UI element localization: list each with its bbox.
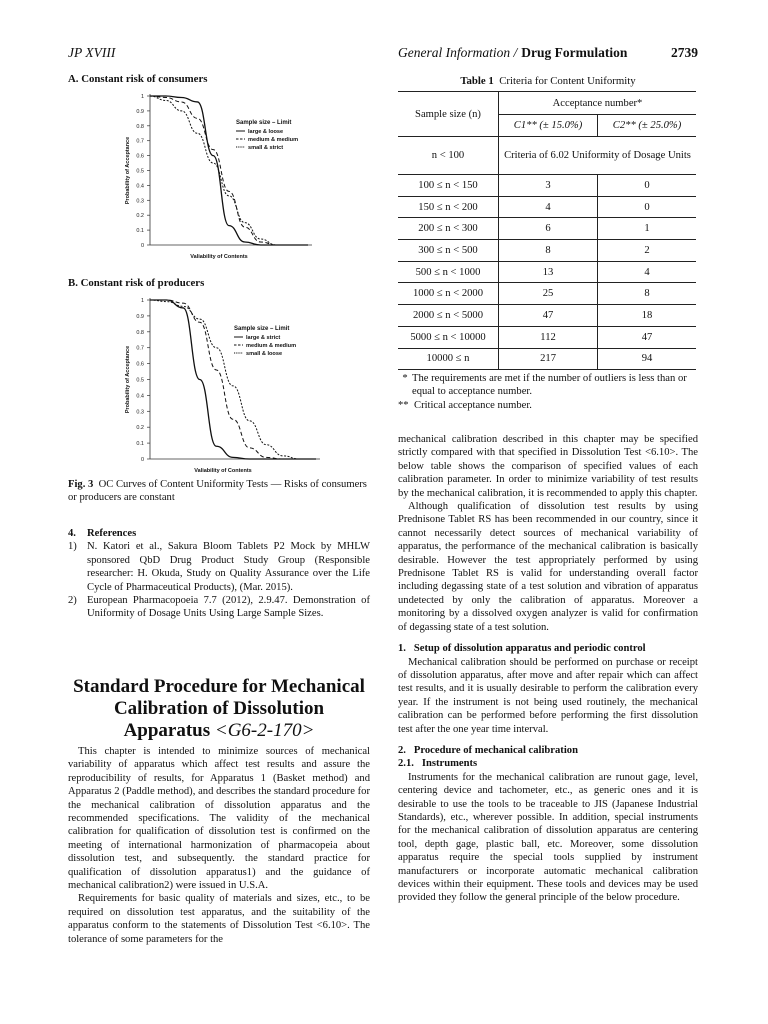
reference-num: 2) <box>68 595 77 607</box>
table-cell-size: 1000 ≤ n < 2000 <box>398 283 499 305</box>
section1-heading: 1. Setup of dissolution apparatus and periodic control <box>398 643 646 655</box>
table-cell-size: 2000 ≤ n < 5000 <box>398 305 499 327</box>
section21-text: Instruments for the mechanical calibration are runout gage, level, centering device and tachometer, etc., as generic ones and it is desirable to use the tools to be traceable to JIS (Japanese Industrial Standards), etc., wherever possible. In addition, special instruments for the mechanical calibration of dissolution apparatus are centering tool, depth gage, plastic ball, etc. Moreover, some dissolution apparatus require the special tools supplied by instrument manufacturers or incorporate automatic mechanical calibration devices within their equipment. These tools and devices may be used provided they follow the general principle of the below procedure. <box>398 771 698 904</box>
table-row <box>398 326 696 348</box>
y-tick-label: 0.8 <box>136 329 144 336</box>
table-row-criteria: Criteria of 6.02 Uniformity of Dosage Units <box>499 137 697 175</box>
y-tick-label: 0.6 <box>136 153 144 160</box>
y-tick-label: 0.2 <box>136 213 144 220</box>
intro-paragraph: This chapter is intended to minimize sources of mechanical variability of apparatus which affect test results and assure the reproducibility of results, for Apparatus 1 (Basket method) and Apparatus 2 (Paddle method), and describes the standard procedure for the mechanical calibration of dissolution apparatus and the recommended specifications. The validity of the mechanical calibration for qualification of dissolution test is confirmed on the meeting of international harmonization of pharmacopeia about dissolution test, and subsequently. the standard practice for qualification of dissolution apparatus1) and the guidance of mechanical calibration2) were issued in U.S.A. <box>68 746 370 892</box>
table-row <box>398 305 696 327</box>
table-header-sample <box>398 92 499 137</box>
table-caption <box>398 75 698 87</box>
table-cell-c1: 6 <box>499 218 598 240</box>
right-column-text <box>398 433 698 905</box>
table-row <box>398 218 696 240</box>
references-heading <box>68 527 370 540</box>
legend-title: Sample size – Limit <box>234 326 290 332</box>
table-cell-c2: 2 <box>598 240 696 262</box>
table-header-c1: C1** (± 15.0%) <box>499 115 598 137</box>
table-cell-c1: 3 <box>499 175 598 197</box>
table-cell-c2: 1 <box>598 218 696 240</box>
table-cell-c2: 4 <box>598 261 696 283</box>
y-tick-label: 1 <box>140 94 144 100</box>
legend-label: medium & medium <box>246 343 297 349</box>
section2-heading: 2. Procedure of mechanical calibration <box>398 744 578 756</box>
table-header-c2: C2** (± 25.0%) <box>598 115 696 137</box>
table-notes <box>398 372 698 412</box>
x-axis-label: Valiability of Contents <box>190 254 248 260</box>
legend-label: small & loose <box>246 351 283 357</box>
chart-a <box>118 88 318 266</box>
y-tick-label: 0.8 <box>136 123 144 130</box>
y-tick-label: 0.9 <box>136 108 144 115</box>
page-number: 2739 <box>671 45 698 60</box>
table-caption-text: Criteria for Content Uniformity <box>499 75 636 87</box>
legend-title: Sample size – Limit <box>236 120 292 126</box>
table-row <box>398 196 696 218</box>
table-cell-size: 300 ≤ n < 500 <box>398 240 499 262</box>
y-tick-label: 0.3 <box>136 409 144 416</box>
table-note1-mark: * <box>402 373 408 384</box>
section21-heading: 2.1. Instruments <box>398 758 478 770</box>
y-tick-label: 0.6 <box>136 361 144 368</box>
legend-label: medium & medium <box>248 137 299 143</box>
table-cell-c1: 47 <box>499 305 598 327</box>
y-tick-label: 0.4 <box>136 183 144 190</box>
y-tick-label: 0.5 <box>136 377 144 384</box>
table-cell-size: 500 ≤ n < 1000 <box>398 261 499 283</box>
reference-item <box>68 594 370 621</box>
article-title-code: <G6-2-170> <box>214 720 315 741</box>
table-cell-c1: 112 <box>499 326 598 348</box>
table-row <box>398 175 696 197</box>
right-paragraph: Although qualification of dissolution test results by using Prednisone Tablet RS has been recommended in our country, since it cannot necessarily detect sources of mechanical variability of apparatus, the performance of the mechanical calibration is basically desirable. However the test appropriately performed by using Prednisone Tablet RS is valid for understanding overall factor including degassing state of a test solution and vibration of apparatus undetected by only the calibration of apparatus. Moreover a monitoring by a dissolved oxygen analyzer is valid for confirmation of degassing state of a test solution. <box>398 501 698 633</box>
x-axis-label: Valiability of Contents <box>194 468 252 474</box>
article-title-line3: Apparatus <box>123 720 211 741</box>
section1-text: Mechanical calibration should be performed on purchase or receipt of dissolution apparatus, after move and after repair which can affect test results, and it is usually desirable to perform the calibration every year. If the instrument is not being used routinely, the mechanical calibration can be performed before performing the first dissolution test after the one year time interval. <box>398 656 698 735</box>
table-cell-c1: 217 <box>499 348 598 370</box>
y-tick-label: 1 <box>140 298 144 304</box>
table-row <box>398 261 696 283</box>
series-line-1 <box>150 96 308 245</box>
y-tick-label: 0.7 <box>136 345 144 352</box>
intro-text <box>68 745 370 946</box>
y-tick-label: 0.9 <box>136 313 144 320</box>
table-row <box>398 348 696 370</box>
article-title <box>68 676 370 742</box>
table-cell-c1: 8 <box>499 240 598 262</box>
table-cell-size: 150 ≤ n < 200 <box>398 196 499 218</box>
table-row-label: n < 100 <box>398 137 499 175</box>
table-cell-c2: 0 <box>598 196 696 218</box>
article-title-line2: Calibration of Dissolution <box>113 698 325 719</box>
y-tick-label: 0.1 <box>136 441 144 448</box>
y-tick-label: 0.2 <box>136 425 144 432</box>
reference-text: European Pharmacopoeia 7.7 (2012), 2.9.47. Demonstration of Uniformity of Dosage Units Using Large Sample Sizes. <box>87 595 370 620</box>
criteria-table <box>398 91 696 370</box>
reference-text: N. Katori et al., Sakura Bloom Tablets P2 Mock by MHLW sponsored QbD Drug Product Study Group (Responsible researcher: H. Okuda, Study on Quality Assurance over the Life Cycle of Pharmaceutical Products), (Mar. 2015). <box>87 541 370 593</box>
table-cell-c1: 13 <box>499 261 598 283</box>
reference-item <box>68 540 370 594</box>
panel-a-label: A. Constant risk of consumers <box>68 73 208 85</box>
table-cell-c1: 25 <box>499 283 598 305</box>
table-cell-size: 5000 ≤ n < 10000 <box>398 326 499 348</box>
y-tick-label: 0.3 <box>136 198 144 205</box>
running-header-right <box>398 45 698 61</box>
table-cell-size: 10000 ≤ n <box>398 348 499 370</box>
table-row <box>398 283 696 305</box>
table-note2: Critical acceptance number. <box>414 399 532 411</box>
table-cell-c1: 4 <box>499 196 598 218</box>
references-heading-num: 4. <box>68 528 76 539</box>
right-paragraph: mechanical calibration described in this chapter may be specified strictly compared with that specified in Dissolution Test <6.10>. The below table shows the comparison of specified values of each calibration parameter. In order to minimize variability of test results by the mechanical calibration, it is recommended to apply this chapter. <box>398 434 698 499</box>
table-caption-label: Table 1 <box>460 75 494 87</box>
panel-b-label: B. Constant risk of producers <box>68 277 205 289</box>
figure-caption-label: Fig. 3 <box>68 479 94 490</box>
table-note1: The requirements are met if the number of outliers is less than or equal to acceptance number. <box>412 373 687 398</box>
legend-label: small & strict <box>248 145 284 151</box>
series-line-0 <box>150 300 316 459</box>
table-cell-c2: 18 <box>598 305 696 327</box>
table-header-sample-text: Sample size (n) <box>415 108 481 120</box>
legend-label: large & loose <box>248 129 284 135</box>
table-cell-c2: 0 <box>598 175 696 197</box>
table-header-acceptance: Acceptance number* <box>499 92 697 115</box>
table-cell-c2: 8 <box>598 283 696 305</box>
references-section <box>68 527 370 621</box>
figure-caption <box>68 478 368 504</box>
figure-caption-text: OC Curves of Content Uniformity Tests — Risks of consumers or producers are constant <box>68 479 367 503</box>
y-axis-label: Probability of Acceptance <box>125 136 131 205</box>
y-tick-label: 0.1 <box>136 228 144 235</box>
table-cell-size: 200 ≤ n < 300 <box>398 218 499 240</box>
header-subsection: Drug Formulation <box>521 45 628 60</box>
table-row <box>398 240 696 262</box>
series-line-2 <box>150 300 316 459</box>
series-line-1 <box>150 300 316 459</box>
y-tick-label: 0 <box>140 243 144 249</box>
table-cell-c2: 94 <box>598 348 696 370</box>
y-tick-label: 0.4 <box>136 393 144 400</box>
y-tick-label: 0.5 <box>136 168 144 175</box>
chart-b <box>118 292 328 480</box>
y-tick-label: 0.7 <box>136 138 144 145</box>
series-line-0 <box>150 96 308 245</box>
series-line-2 <box>150 96 308 245</box>
intro-paragraph: Requirements for basic quality of materials and sizes, etc., to be required on dissolution test apparatus, and the suitability of the apparatus conform to the statements of Dissolution Test <6.10>. The tolerance of some parameters for the <box>68 893 370 945</box>
table-note2-mark: ** <box>398 399 409 411</box>
table-cell-c2: 47 <box>598 326 696 348</box>
reference-num: 1) <box>68 541 77 553</box>
legend-label: large & strict <box>246 335 281 341</box>
article-title-line1: Standard Procedure for Mechanical <box>73 676 365 697</box>
y-axis-label: Probability of Acceptance <box>125 345 131 414</box>
table-cell-size: 100 ≤ n < 150 <box>398 175 499 197</box>
y-tick-label: 0 <box>140 457 144 463</box>
running-header-left: JP XVIII <box>68 45 116 60</box>
references-heading-text: References <box>87 528 137 539</box>
header-section: General Information / <box>398 45 518 60</box>
